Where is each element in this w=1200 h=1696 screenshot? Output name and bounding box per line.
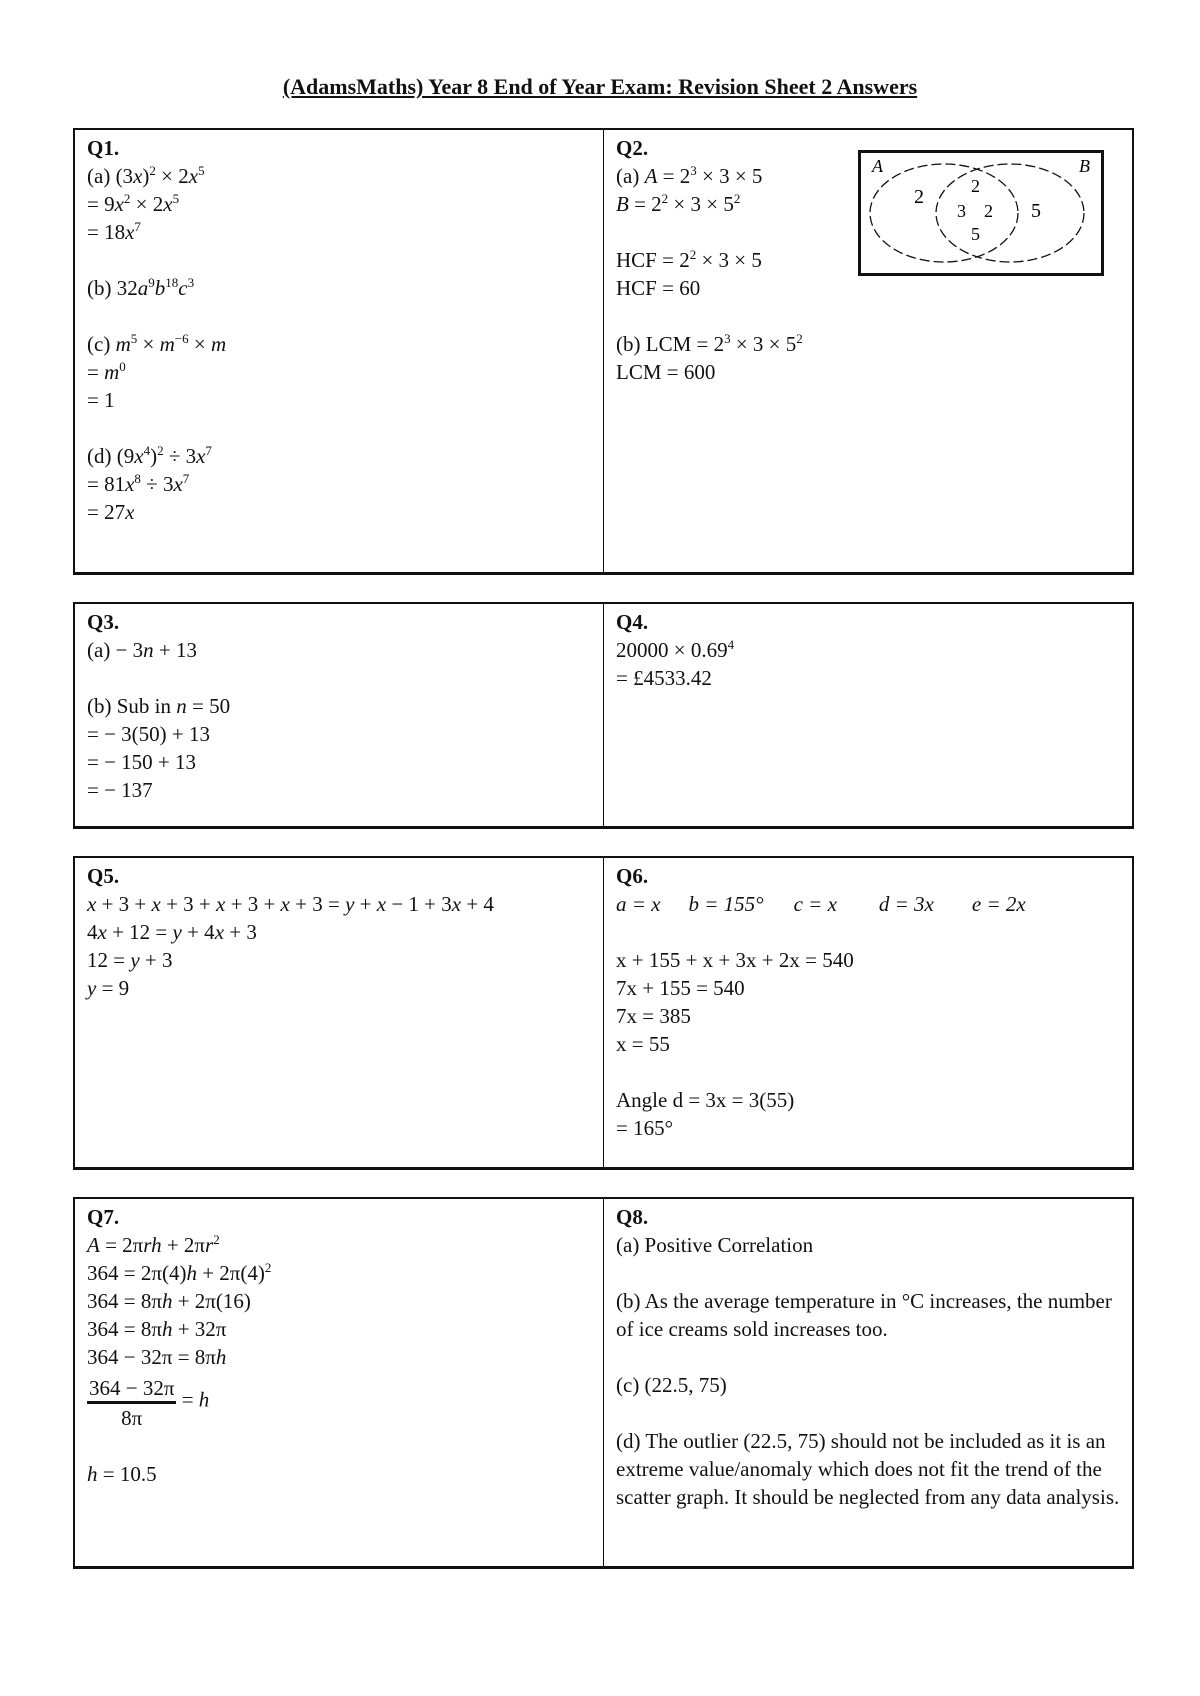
q1-label: Q1. [87,136,120,160]
q1c-line-1: (c) $m^5 \times m^{-6} \times m$ [87,331,227,356]
venn-diagram [858,150,1104,276]
q6-cell [604,858,1132,1167]
venn-both-left: 3 [957,201,966,221]
q8d-answer: (d) The outlier (22.5, 75) should not be included as it is an extreme value/anomaly which does not fit the trend of the scatter graph. It should be neglected from any data analysis. [616,1429,1120,1509]
q7-fraction-line: $\frac{364 - 32\pi}{8\pi}$ = h [89,1376,210,1430]
venn-circle-a [870,164,1018,262]
q2a-line-1: (a) $A = 2^3 \times 3 \times 5$ [616,163,763,188]
q1b-line: (b) $32a^9b^{18}c^3$ [87,275,195,300]
q7-label: Q7. [87,1205,120,1229]
q3b-line-1: (b) Sub in n = 50 [87,694,231,718]
q2-hcf-line-1: HCF = $2^2 \times 3 \times 5$ [616,247,762,272]
q5-cell [75,858,604,1167]
venn-label-b: B [1079,156,1090,176]
q7-line-5: 364 − 32π = 8πh [87,1345,227,1369]
q5-line-1: x + 3 + x + 3 + x + 3 + x + 3 = y + x − 1 + 3x + 4 [87,892,494,916]
q7-answer: h = 10.5 [87,1462,157,1486]
q2-label: Q2. [616,136,649,160]
q8-cell [604,1199,1132,1566]
q2-lcm-line-2: LCM = 600 [616,360,716,384]
q6-line-4: x = 55 [616,1032,670,1056]
q5-line-4: y = 9 [87,976,130,1000]
q5-line-3: 12 = y + 3 [87,948,173,972]
q6-line-6: = 165° [616,1116,673,1140]
q3b-line-3: = − 150 + 13 [87,750,197,774]
q3b-line-4: = − 137 [87,778,153,802]
venn-both-bottom: 5 [971,224,980,244]
q8c-answer: (c) (22.5, 75) [616,1373,727,1397]
answer-box-4 [73,1197,1134,1569]
q1d-line-3: = 27x [87,500,135,524]
q6-line-2: 7x + 155 = 540 [616,976,745,1000]
q6-var-a: a = x [616,892,661,916]
page-title: (AdamsMaths) Year 8 End of Year Exam: Revision Sheet 2 Answers [282,74,918,99]
q6-line-5: Angle d = 3x = 3(55) [616,1088,795,1112]
q1a-line-1: (a) $(3x)^2 \times 2x^5$ [87,163,205,188]
venn-both-right: 2 [984,201,993,221]
answer-box-1 [73,128,1134,575]
q3-cell [75,604,604,826]
venn-only-a: 2 [914,186,924,208]
venn-only-b: 5 [1031,200,1041,222]
answer-box-3 [73,856,1134,1170]
q3-label: Q3. [87,610,120,634]
q8a-answer: (a) Positive Correlation [616,1233,814,1257]
q1-cell [75,130,604,572]
q5-line-2: 4x + 12 = y + 4x + 3 [87,920,257,944]
q7-fraction: $\frac{364 - 32\pi}{8\pi}$ [89,1376,175,1430]
q6-label: Q6. [616,864,649,888]
q2-cell [604,130,1132,572]
venn-both-top: 2 [971,176,980,196]
q5-label: Q5. [87,864,120,888]
q7-line-1: $A = 2\pi rh + 2\pi r^2$ [87,1232,220,1257]
q7-line-2: $364 = 2\pi(4)h + 2\pi(4)^2$ [87,1260,272,1285]
q2-lcm-line-1: (b) LCM = $2^3 \times 3 \times 5^2$ [616,331,803,356]
q6-var-c: c = x [793,892,837,916]
venn-label-a: A [872,156,883,176]
q1a-line-3: = $18x^7$ [87,219,141,244]
q1d-line-2: = $81x^8 \div 3x^7$ [87,471,190,496]
q6-variables [616,890,1120,918]
q1c-line-3: = 1 [87,388,115,412]
q1d-line-1: (d) $(9x^4)^2 \div 3x^7$ [87,443,212,468]
answer-box-2 [73,602,1134,829]
q6-var-d: d = 3x [878,892,934,916]
q2-hcf-line-2: HCF = 60 [616,276,701,300]
q6-var-b: b = 155° [688,892,764,916]
q4-line-2: = £4533.42 [616,666,712,690]
q6-var-e: e = 2x [971,892,1026,916]
q3b-line-2: = − 3(50) + 13 [87,722,211,746]
q7-cell [75,1199,604,1566]
q8-label: Q8. [616,1205,649,1229]
q6-line-3: 7x = 385 [616,1004,691,1028]
q8b-answer: (b) As the average temperature in °C increases, the number of ice creams sold increases too. [616,1289,1112,1341]
q1a-line-2: = $9x^2 \times 2x^5$ [87,191,180,216]
q7-line-3: 364 = 8πh + 2π(16) [87,1289,251,1313]
q6-line-1: x + 155 + x + 3x + 2x = 540 [616,948,854,972]
q1c-line-2: = $m^0$ [87,359,126,384]
q4-cell [604,604,1132,826]
q3a-line: (a) − 3n + 13 [87,638,197,662]
q4-line-1: $20000 \times 0.69^4$ [616,637,735,662]
q7-line-4: 364 = 8πh + 32π [87,1317,227,1341]
q2a-line-2: $B = 2^2 \times 3 \times 5^2$ [616,191,741,216]
q4-label: Q4. [616,610,649,634]
